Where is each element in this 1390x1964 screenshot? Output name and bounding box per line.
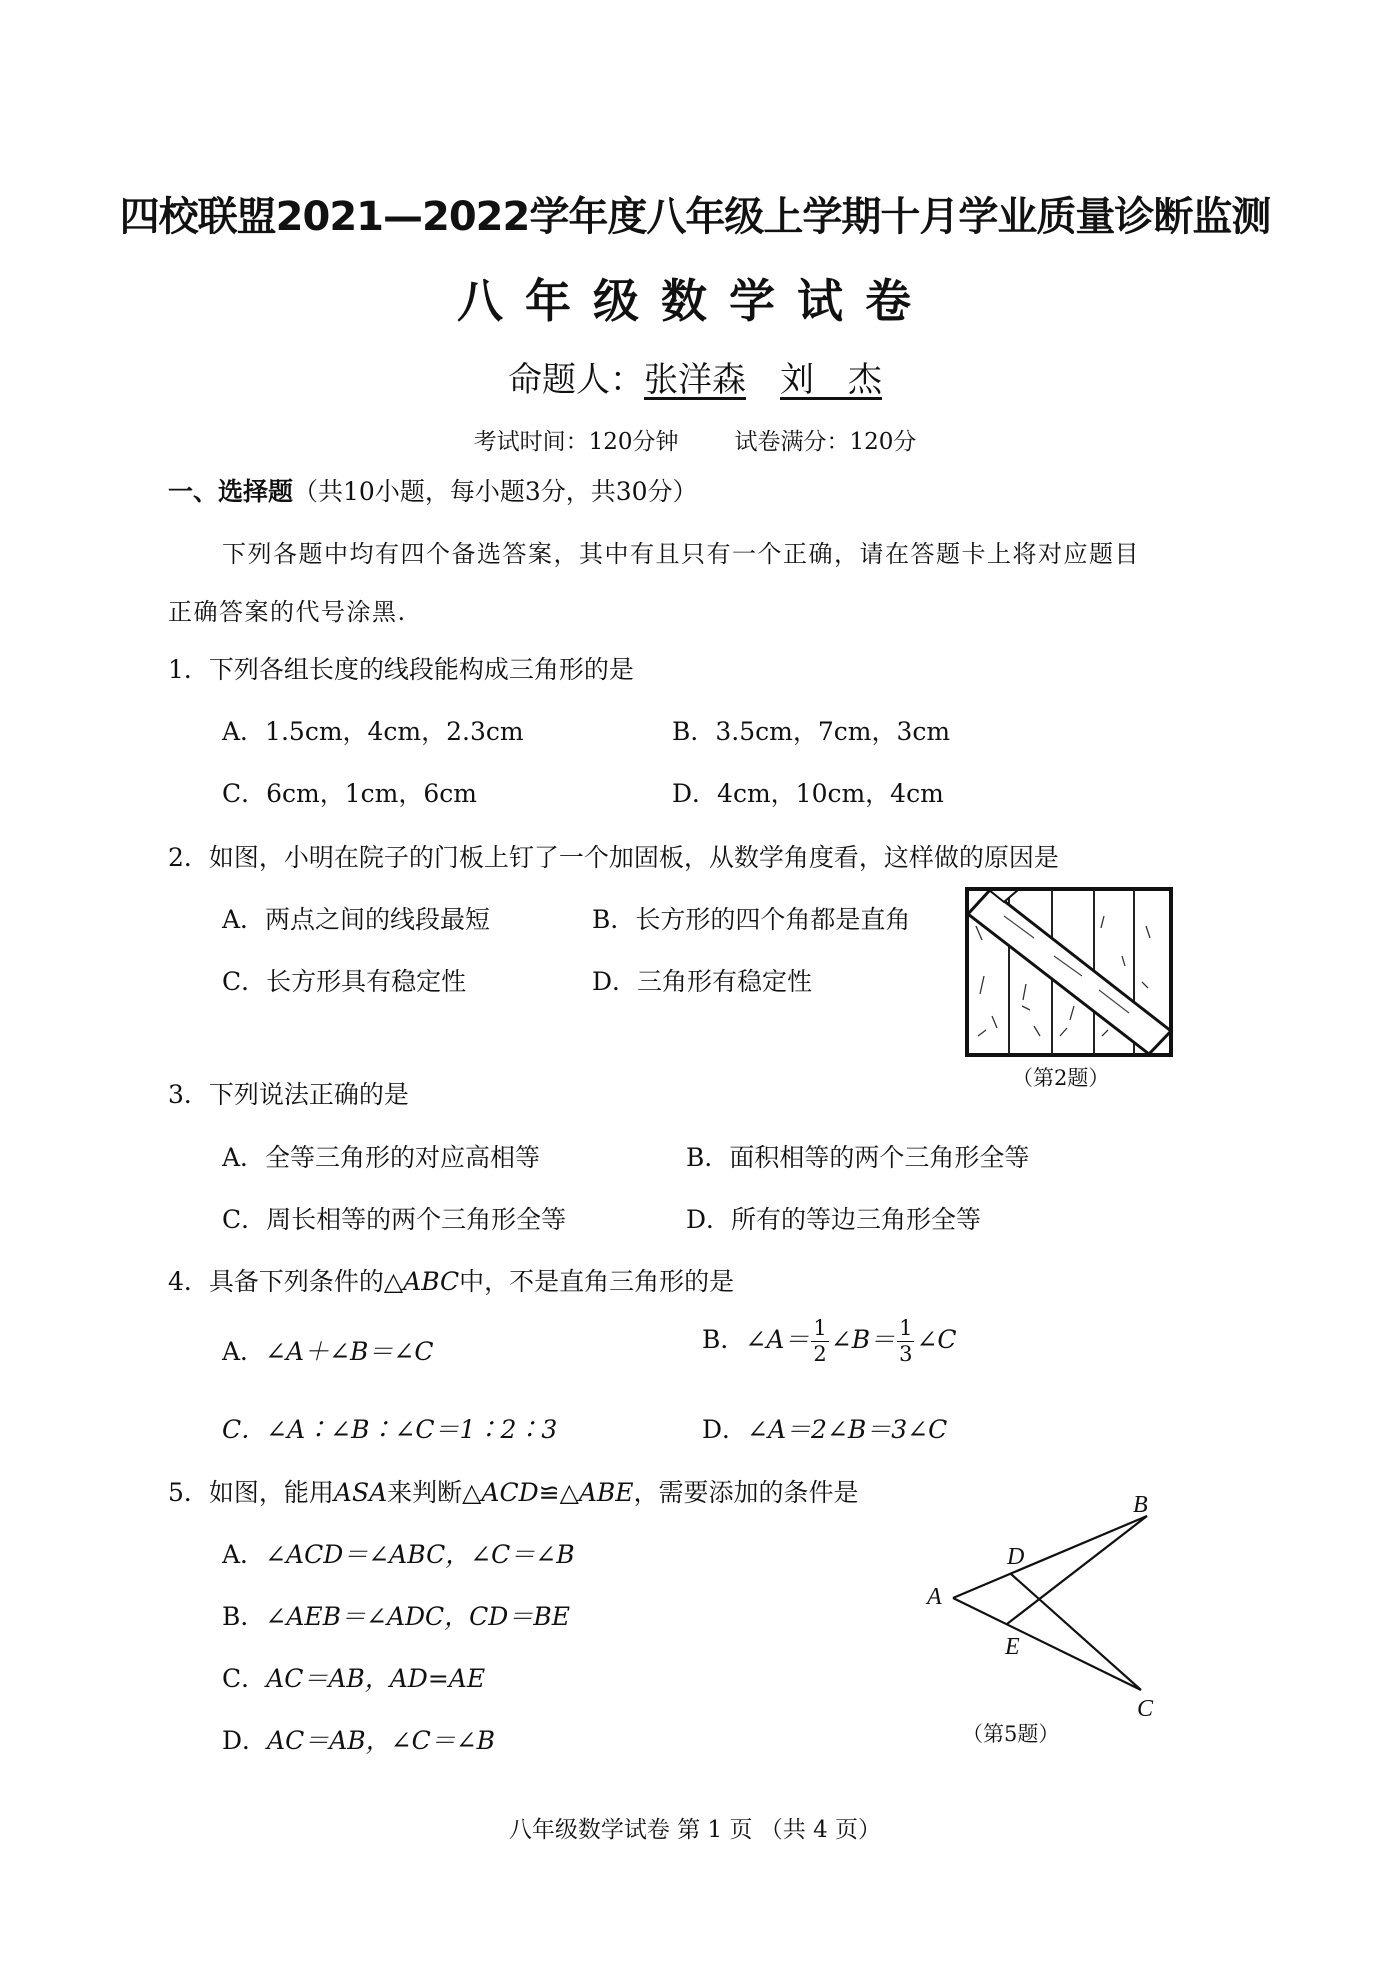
point-label-a: A — [927, 1584, 942, 1610]
point-label-b: B — [1133, 1492, 1148, 1518]
option-c-expr: ∠A∶∠B∶∠C＝1∶2∶3 — [266, 1415, 558, 1444]
triangle-figure — [915, 1490, 1175, 1720]
option-b-expr: ∠AEB＝∠ADC，CD＝BE — [265, 1602, 570, 1631]
question-4-stem-prefix: 4．具备下列条件的△ — [168, 1267, 404, 1296]
question-4-stem-suffix: 中，不是直角三角形的是 — [459, 1267, 735, 1296]
question-2-option-b: B．长方形的四个角都是直角 — [592, 905, 911, 934]
option-d-letter: D． — [702, 1415, 748, 1444]
question-3-option-b: B．面积相等的两个三角形全等 — [686, 1143, 1030, 1172]
exam-info — [0, 423, 1390, 456]
option-c-letter: C． — [222, 1664, 267, 1693]
option-a-letter: A． — [222, 1337, 266, 1366]
section-instructions-line-1: 下列各题中均有四个备选答案，其中有且只有一个正确，请在答题卡上将对应题目 — [222, 540, 1140, 568]
option-b-part-3: ∠C — [916, 1325, 957, 1354]
question-5-stem — [168, 1473, 859, 1509]
exam-time: 考试时间：120分钟 — [473, 429, 679, 455]
question-5-option-c — [222, 1659, 485, 1695]
option-b-letter: B． — [702, 1325, 746, 1354]
option-a-letter: A． — [222, 1540, 266, 1569]
point-label-e: E — [1005, 1634, 1020, 1660]
question-1-stem: 1．下列各组长度的线段能构成三角形的是 — [168, 655, 634, 684]
question-5-stem-prefix: 5．如图，能用 — [168, 1478, 334, 1507]
option-a-expr: ∠A＋∠B＝∠C — [265, 1337, 434, 1366]
full-marks: 试卷满分：120分 — [734, 429, 917, 455]
question-4-stem — [168, 1262, 734, 1298]
option-d-letter: D． — [222, 1726, 268, 1755]
question-1-option-a: A．1.5cm，4cm，2.3cm — [222, 717, 524, 746]
question-5-figure-caption: （第5题） — [962, 1722, 1060, 1746]
fraction-one-third: $\frac{1}{3}$ — [899, 1316, 913, 1366]
door-board-figure — [964, 886, 1174, 1058]
fraction-one-half: $\frac{1}{2}$ — [813, 1316, 827, 1366]
question-4-option-d — [702, 1410, 947, 1446]
question-1-option-b: B．3.5cm，7cm，3cm — [672, 717, 951, 746]
authors-line — [0, 352, 1390, 401]
question-4-option-a — [222, 1332, 433, 1368]
question-2-figure-caption: （第2题） — [1012, 1066, 1110, 1090]
question-5-stem-mid: 来判断△ — [387, 1478, 482, 1507]
point-label-c: C — [1137, 1696, 1154, 1720]
author-2: 刘 杰 — [780, 360, 882, 400]
question-5-triangle-1: ACD — [481, 1478, 539, 1507]
question-2-option-a: A．两点之间的线段最短 — [222, 905, 491, 934]
authors-label: 命题人： — [508, 360, 644, 400]
question-2-stem: 2．如图，小明在院子的门板上钉了一个加固板，从数学角度看，这样做的原因是 — [168, 843, 1059, 872]
question-5-congruent-sign: ≌△ — [538, 1478, 579, 1507]
figure-lines — [953, 1516, 1147, 1690]
option-b-part-1: ∠A＝ — [745, 1325, 810, 1354]
option-a-expr: ∠ACD＝∠ABC，∠C＝∠B — [265, 1540, 575, 1569]
question-5-option-d — [222, 1721, 495, 1757]
exam-title: 八年级数学试卷 — [457, 274, 933, 328]
question-2-option-c: C．长方形具有稳定性 — [222, 967, 467, 996]
question-1-option-d: D．4cm，10cm，4cm — [672, 779, 944, 808]
question-3-option-d: D．所有的等边三角形全等 — [686, 1205, 982, 1234]
question-3-option-c: C．周长相等的两个三角形全等 — [222, 1205, 567, 1234]
section-instructions-line-2: 正确答案的代号涂黑. — [168, 598, 407, 626]
author-1: 张洋森 — [644, 360, 746, 400]
question-5-stem-suffix: ，需要添加的条件是 — [633, 1478, 859, 1507]
option-b-part-2: ∠B＝ — [830, 1325, 896, 1354]
question-5-triangle-2: ABE — [578, 1478, 634, 1507]
option-c-letter: C． — [222, 1415, 267, 1444]
question-4-triangle: ABC — [403, 1267, 460, 1296]
question-2-option-d: D．三角形有稳定性 — [592, 967, 813, 996]
point-label-d: D — [1007, 1544, 1025, 1570]
question-3-option-a: A．全等三角形的对应高相等 — [222, 1143, 541, 1172]
option-d-expr: ∠A＝2∠B＝3∠C — [747, 1415, 948, 1444]
section-note: （共10小题，每小题3分，共30分） — [293, 477, 698, 506]
option-b-letter: B． — [222, 1602, 266, 1631]
section-title: 一、选择题 — [168, 477, 294, 506]
option-d-expr: AC＝AB，∠C＝∠B — [267, 1726, 496, 1755]
question-4-option-b — [702, 1318, 957, 1365]
option-c-expr: AC＝AB，AD=AE — [266, 1664, 486, 1693]
question-3-stem: 3．下列说法正确的是 — [168, 1080, 409, 1109]
exam-series-heading: 四校联盟2021—2022学年度八年级上学期十月学业质量诊断监测 — [119, 194, 1271, 240]
question-4-option-c — [222, 1410, 557, 1446]
page-footer: 八年级数学试卷 第 1 页 （共 4 页） — [508, 1817, 882, 1843]
question-5-method: ASA — [333, 1478, 388, 1507]
section-heading — [168, 472, 698, 508]
question-5-option-a — [222, 1535, 575, 1571]
question-1-option-c: C．6cm，1cm，6cm — [222, 779, 477, 808]
question-5-option-b — [222, 1597, 570, 1633]
